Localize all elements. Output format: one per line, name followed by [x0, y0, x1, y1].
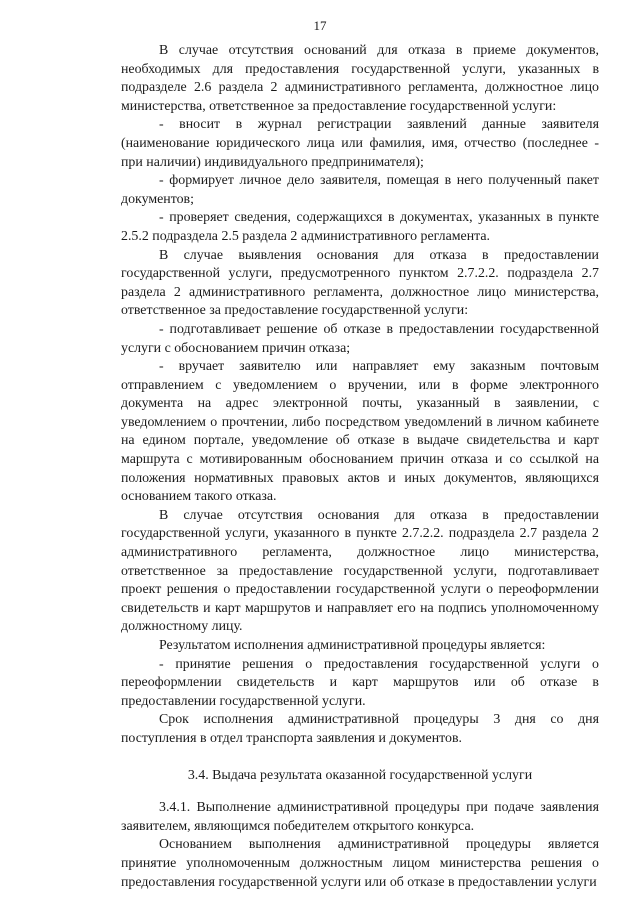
- page-number: 17: [313, 18, 327, 33]
- list-item-decision: - принятие решения о предоставления государственной услуги о переоформлении свидетельств и карт маршрутов или об отказе в предоставлении государственной услуги.: [121, 656, 599, 709]
- list-item-register: - вносит в журнал регистрации заявлений данные заявителя (наименование юридического лица или фамилия, имя, отчество (последнее - при наличии) индивидуального предпринимателя);: [121, 117, 599, 170]
- section-heading: 3.4. Выдача результата оказанной государственной услуги: [187, 767, 533, 783]
- paragraph-3-4-1: 3.4.1. Выполнение административной процедуры при подаче заявления заявителем, являющимся победителем открытого конкурса.: [121, 800, 599, 834]
- list-item-prepare-refusal: - подготавливает решение об отказе в предоставлении государственной услуги с обоснованием причин отказа;: [121, 321, 599, 356]
- paragraph-refusal-grounds: В случае выявления основания для отказа в предоставлении государственной услуги, предусмотренного пунктом 2.7.2.2. подраздела 2.7 раздела 2 административного регламента, должностное лицо министерства, ответственное за предоставление государственной услуги:: [121, 247, 599, 319]
- list-item-verify: - проверяет сведения, содержащихся в документах, указанных в пункте 2.5.2 подраздела 2.5 раздела 2 административного регламента.: [121, 210, 599, 244]
- paragraph-no-refusal: В случае отсутствия основания для отказа в предоставлении государственной услуги, указанного в пункте 2.7.2.2. подраздела 2.7 раздела 2 административного регламента, должностное лицо министерства, ответственное за предоставление государственной услуги, подготавливает проект решения о предоставлении государственной услуги о переоформлении свидетельств и карт маршрутов и направляет его на подпись уполномоченному должностному лицу.: [121, 507, 599, 635]
- list-item-personal-file: - формирует личное дело заявителя, помещая в него полученный пакет документов;: [121, 173, 599, 207]
- paragraph-no-grounds: В случае отсутствия оснований для отказа в приеме документов, необходимых для предоставления государственной услуги, указанных в подразделе 2.6 раздела 2 административного регламента, должностное лицо министерства, ответственное за предоставление государственной услуги:: [121, 43, 599, 114]
- paragraph-basis: Основанием выполнения административной процедуры является принятие уполномоченным должностным лицом министерства решения о предоставления государственной услуги или об отказе в предоставлении услуги: [121, 837, 599, 890]
- list-item-deliver-notice: - вручает заявителю или направляет ему заказным почтовым отправлением с уведомлением о вручении, или в форме электронного документа на адрес электронной почты, указанный в заявлении, с уведомлением о прочтении, либо посредством уведомлений в личном кабинете на едином портале, уведомление об отказе в выдаче свидетельства и карт маршрута с мотивированным обоснованием причин отказа и со ссылкой на положения нормативных правовых актов и иных документов, являющихся основанием такого отказа.: [121, 359, 599, 505]
- document-body: [121, 42, 599, 892]
- paragraph-deadline: Срок исполнения административной процедуры 3 дня со дня поступления в отдел транспорта заявления и документов.: [121, 712, 599, 746]
- paragraph-result-intro: Результатом исполнения административной процедуры является:: [159, 638, 546, 653]
